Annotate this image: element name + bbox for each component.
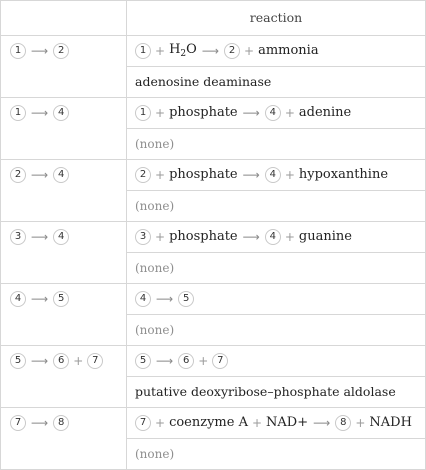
compound-node-badge: 4 (265, 167, 281, 183)
enzyme-name: (none) (135, 260, 175, 275)
compound-node-badge: 8 (53, 415, 69, 431)
transition-cell (10, 221, 69, 252)
compound-node-badge: 3 (135, 229, 151, 245)
compound-node-badge: 1 (10, 43, 26, 59)
transition-cell (10, 97, 69, 128)
plus-sign: + (251, 415, 263, 430)
plus-sign: + (73, 353, 84, 368)
compound-name: adenine (298, 105, 352, 120)
compound-name: ammonia (258, 43, 319, 58)
compound-node-badge: 4 (265, 105, 281, 121)
reaction-arrow: ⟶ (242, 105, 260, 120)
compound-node-badge: 4 (53, 167, 69, 183)
enzyme-cell (135, 252, 174, 283)
compound-name: coenzyme A (169, 415, 248, 430)
plus-sign: + (155, 167, 166, 182)
plus-sign: + (244, 43, 255, 58)
transition-cell (10, 345, 103, 376)
compound-node-badge: 6 (53, 353, 69, 369)
reaction-equation (135, 159, 388, 190)
plus-sign: + (155, 105, 166, 120)
reaction-arrow: ⟶ (242, 167, 260, 182)
plus-sign: + (355, 415, 366, 430)
compound-node-badge: 4 (53, 229, 69, 245)
enzyme-cell (135, 190, 174, 221)
compound-node-badge: 5 (135, 353, 151, 369)
compound-node-badge: 3 (10, 229, 26, 245)
compound-name: NADH (369, 415, 412, 430)
border-left (0, 0, 1, 470)
enzyme-name: (none) (135, 198, 175, 213)
enzyme-name: adenosine deaminase (135, 74, 272, 89)
enzyme-name: (none) (135, 446, 175, 461)
header-reaction-label: reaction (249, 10, 303, 25)
reaction-equation (135, 345, 228, 376)
compound-name: NAD+ (266, 415, 309, 430)
chemical-formula (169, 42, 197, 59)
reaction-arrow: ⟶ (242, 229, 260, 244)
compound-node-badge: 1 (135, 43, 151, 59)
compound-node-badge: 7 (87, 353, 103, 369)
reaction-equation (135, 35, 319, 66)
compound-name: hypoxanthine (298, 167, 389, 182)
compound-node-badge: 7 (212, 353, 228, 369)
compound-node-badge: 4 (53, 105, 69, 121)
enzyme-cell (135, 438, 174, 469)
compound-node-badge: 7 (10, 415, 26, 431)
compound-node-badge: 6 (178, 353, 194, 369)
header-reaction (126, 0, 426, 35)
formula-subscript: 2 (180, 49, 187, 59)
transition-cell (10, 35, 69, 66)
compound-name: guanine (298, 229, 352, 244)
plus-sign: + (198, 353, 209, 368)
compound-node-badge: 1 (135, 105, 151, 121)
plus-sign: + (284, 167, 295, 182)
plus-sign: + (284, 105, 295, 120)
compound-node-badge: 2 (135, 167, 151, 183)
reaction-equation (135, 221, 352, 252)
reaction-arrow: ⟶ (313, 415, 331, 430)
transition-arrow: ⟶ (31, 229, 49, 244)
compound-node-badge: 5 (53, 291, 69, 307)
enzyme-cell (135, 314, 174, 345)
enzyme-name: putative deoxyribose–phosphate aldolase (135, 384, 396, 399)
enzyme-cell (135, 66, 271, 97)
transition-arrow: ⟶ (31, 353, 49, 368)
compound-node-badge: 5 (178, 291, 194, 307)
compound-node-badge: 4 (10, 291, 26, 307)
compound-node-badge: 5 (10, 353, 26, 369)
reaction-equation (135, 283, 194, 314)
transition-cell (10, 159, 69, 190)
compound-node-badge: 7 (135, 415, 151, 431)
plus-sign: + (155, 43, 166, 58)
enzyme-cell (135, 376, 396, 407)
compound-node-badge: 1 (10, 105, 26, 121)
compound-node-badge: 8 (335, 415, 351, 431)
reaction-equation (135, 97, 351, 128)
border-top (0, 0, 426, 1)
enzyme-name: (none) (135, 136, 175, 151)
enzyme-name: (none) (135, 322, 175, 337)
reaction-arrow: ⟶ (201, 43, 220, 58)
transition-cell (10, 407, 69, 438)
plus-sign: + (155, 415, 166, 430)
transition-cell (10, 283, 69, 314)
reaction-equation (135, 407, 412, 438)
transition-arrow: ⟶ (31, 291, 49, 306)
transition-arrow: ⟶ (31, 105, 49, 120)
compound-node-badge: 4 (265, 229, 281, 245)
compound-node-badge: 4 (135, 291, 151, 307)
compound-name: phosphate (169, 229, 238, 244)
formula-element: O (186, 42, 197, 57)
compound-node-badge: 2 (224, 43, 240, 59)
plus-sign: + (284, 229, 295, 244)
formula-element: H (169, 42, 181, 57)
compound-node-badge: 2 (10, 167, 26, 183)
transition-arrow: ⟶ (31, 415, 49, 430)
compound-node-badge: 2 (53, 43, 69, 59)
reaction-arrow: ⟶ (156, 353, 174, 368)
compound-name: phosphate (169, 105, 238, 120)
plus-sign: + (155, 229, 166, 244)
enzyme-cell (135, 128, 174, 159)
transition-arrow: ⟶ (31, 43, 49, 58)
transition-arrow: ⟶ (31, 167, 49, 182)
compound-name: phosphate (169, 167, 238, 182)
column-divider (126, 0, 127, 470)
reaction-arrow: ⟶ (156, 291, 174, 306)
